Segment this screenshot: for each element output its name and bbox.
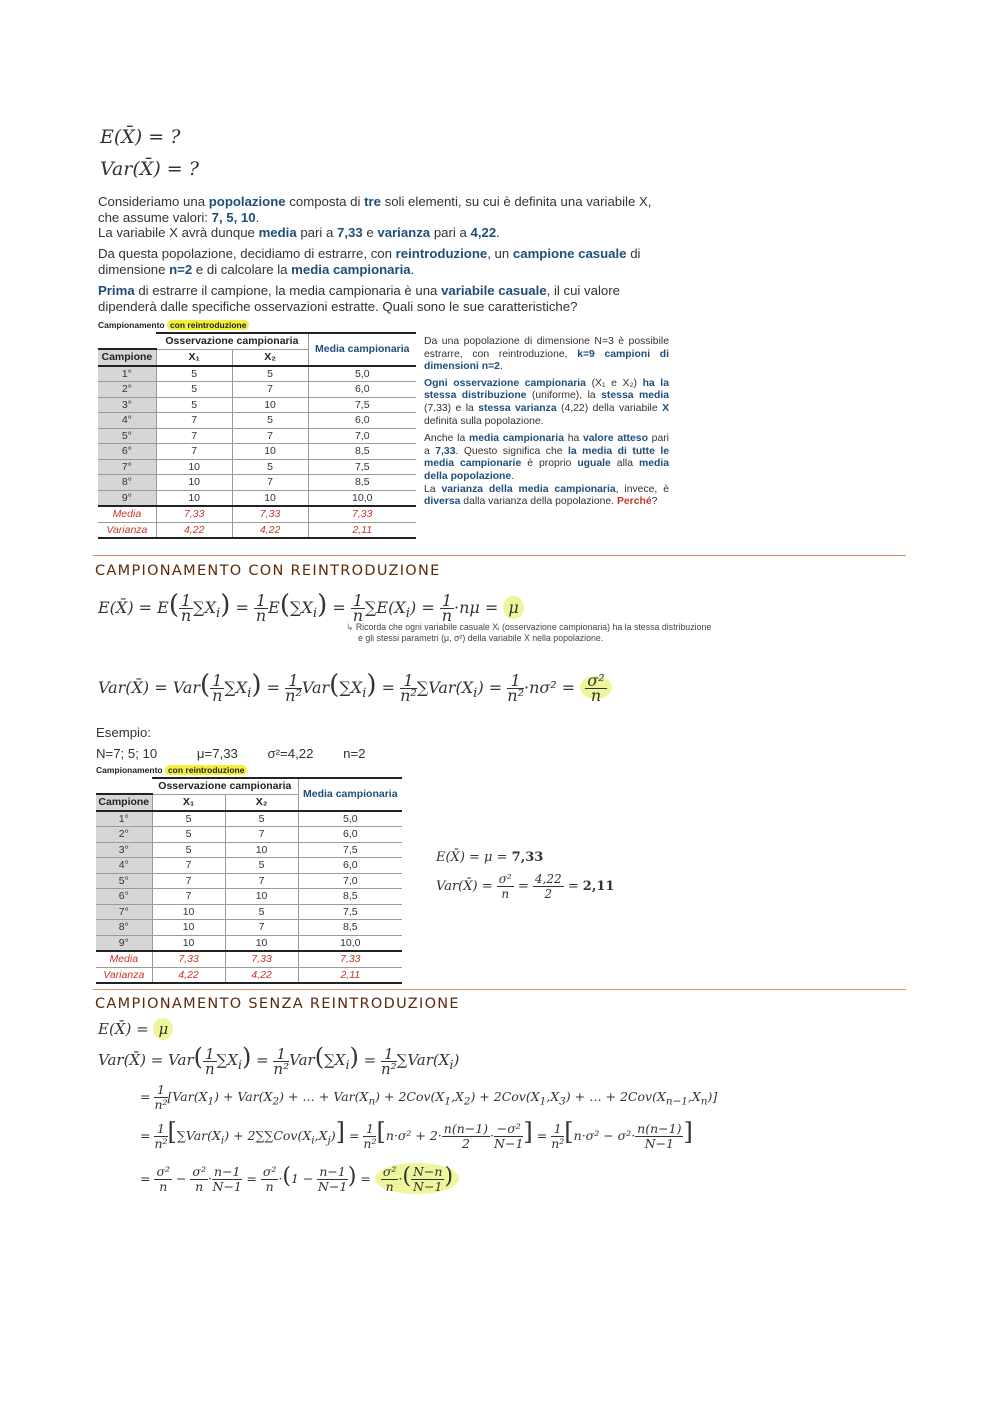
table-cell: 2,11 xyxy=(298,967,402,983)
table-cell: 10,0 xyxy=(298,935,402,951)
table-cell: 10 xyxy=(232,444,308,460)
row-label-cell: 2° xyxy=(98,382,156,398)
row-label-cell: Varianza xyxy=(96,967,152,983)
table-cell: 8,5 xyxy=(308,444,416,460)
table-cell: 10 xyxy=(156,475,232,491)
table-cell: 10,0 xyxy=(308,490,416,506)
table-cell: 5 xyxy=(232,459,308,475)
table-row xyxy=(98,522,416,538)
table-cell: 10 xyxy=(225,842,298,858)
table-cell: 10 xyxy=(152,904,225,920)
table-cell: 7 xyxy=(232,382,308,398)
table-row xyxy=(98,413,416,429)
table-cell: 6,0 xyxy=(308,382,416,398)
row-label-cell: 7° xyxy=(96,904,152,920)
variance-no-replacement-line1: Var(X̄) = Var( $\frac{1}{n}$ $\sum X_i$) = $\frac{1}{\text{n²}}$ $Var(\sum X_i)$ = $\frac{1}{\text{n²}}$ $\sum Var(X_i)$ xyxy=(98,1043,460,1078)
table-cell: 7,33 xyxy=(152,951,225,967)
table-cell: 5 xyxy=(225,858,298,874)
table-row xyxy=(96,858,402,874)
sampling-table-1: Osservazione campionaria Media campionaria Campione X₁ X₂ 1° 5 5 5,0 2° 5 7 6,0 3° 5 10 7,5 4° 7 5 6,0 5° 7 7 7,0 6° 7 10 8,5 7° 10 5 7,5 8° 10 7 8,5 9° 10 10 10,0 Media 7,33 7,33 7,33 Varianza 4,22 4,22 2,11 xyxy=(98,332,416,539)
expected-value-no-replacement: E(X̄) = μ xyxy=(98,1020,173,1038)
table-cell: 7 xyxy=(152,889,225,905)
table-cell: 5,0 xyxy=(298,811,402,827)
variance-no-replacement-line3: = $\frac{1}{\text{n²}}$ $[\sum Var(X_i) + 2\sum\sum Cov(X_i,X_j)]$ = $\frac{1}{\text{n²}}$ [n·σ² + 2· $\frac{n(n-1)}{2}$ · $\frac{\text{−σ²}}{N-1}$ ] = $\frac{1}{\text{n²}}$ [n·σ² − σ²· $\frac{n(n-1)}{N-1}$ ] xyxy=(140,1118,693,1151)
table-cell: 10 xyxy=(156,490,232,506)
row-label-cell: 6° xyxy=(98,444,156,460)
table-cell: 7 xyxy=(225,920,298,936)
table-row xyxy=(96,904,402,920)
table-cell: 4,22 xyxy=(232,522,308,538)
row-label-cell: Varianza xyxy=(98,522,156,538)
table-cell: 5 xyxy=(156,397,232,413)
table-row xyxy=(98,490,416,506)
table-cell: 10 xyxy=(232,490,308,506)
table-cell: 5 xyxy=(225,811,298,827)
intro-paragraph-1: Consideriamo una popolazione composta di tre soli elementi, su cui è definita una variabile X, che assume valori: 7, 5, 10. La variabile X avrà dunque media pari a 7,33 e varianza pari a 4,22. xyxy=(98,194,652,240)
table-row xyxy=(96,827,402,843)
row-label-cell: 8° xyxy=(96,920,152,936)
table-row xyxy=(96,935,402,951)
table-cell: 7,33 xyxy=(232,506,308,522)
table-row xyxy=(98,428,416,444)
table-cell: 8,5 xyxy=(298,889,402,905)
table-cell: 4,22 xyxy=(152,967,225,983)
expected-value-derivation: E(X̄) = E( $\frac{1}{n}$ $\sum X_i$) = $\frac{1}{n}$ $E(\sum X_i)$ = $\frac{1}{n}$ $\sum E(X_i)$ = $\frac{1}{n}$ ·nμ = μ xyxy=(98,590,524,623)
variance-no-replacement-line4: = $\frac{\text{σ²}}{n}$ − $\frac{\text{σ²}}{n}$ · $\frac{n-1}{N-1}$ = $\frac{\text{σ²}}{n}$ ·(1 − $\frac{n-1}{N-1}$ ) = $\frac{\text{σ²}}{n}$ ·( $\frac{N-n}{N-1}$ ) xyxy=(140,1164,459,1194)
table-cell: 7 xyxy=(232,428,308,444)
table-row xyxy=(96,873,402,889)
table-cell: 6,0 xyxy=(298,858,402,874)
table-caption-1: Campionamento con reintroduzione xyxy=(98,320,249,330)
row-label-cell: 3° xyxy=(96,842,152,858)
table-row xyxy=(98,366,416,382)
side-paragraph-1: Da una popolazione di dimensione N=3 è possibile estrarre, con reintroduzione, k=9 campioni di dimensioni n=2. xyxy=(424,336,669,373)
row-label-cell: 5° xyxy=(96,873,152,889)
side-paragraph-3: Anche la media campionaria ha valore atteso pari a 7,33. Questo significa che la media di tutte le media campionarie è proprio uguale alla media della popolazione. xyxy=(424,433,669,482)
sampling-table-2: Osservazione campionaria Media campionaria Campione X₁ X₂ 1° 5 5 5,0 2° 5 7 6,0 3° 5 10 7,5 4° 7 5 6,0 5° 7 7 7,0 6° 7 10 8,5 7° 10 5 7,5 8° 10 7 8,5 9° 10 10 10,0 Media 7,33 7,33 7,33 Varianza 4,22 4,22 2,11 xyxy=(96,777,402,984)
row-label-cell: 9° xyxy=(96,935,152,951)
row-label-cell: 4° xyxy=(98,413,156,429)
example-parameters: N=7; 5; 10 μ=7,33 σ²=4,22 n=2 xyxy=(96,746,366,761)
table-cell: 10 xyxy=(152,935,225,951)
table-row xyxy=(96,951,402,967)
table-cell: 7 xyxy=(152,858,225,874)
table-row xyxy=(98,397,416,413)
table-cell: 5 xyxy=(156,382,232,398)
table-cell: 7,5 xyxy=(308,397,416,413)
table-cell: 8,5 xyxy=(308,475,416,491)
table-cell: 7 xyxy=(225,873,298,889)
table-cell: 10 xyxy=(232,397,308,413)
table-cell: 7 xyxy=(152,873,225,889)
table-cell: 7 xyxy=(156,444,232,460)
table-cell: 7,0 xyxy=(308,428,416,444)
table-cell: 10 xyxy=(225,889,298,905)
table-cell: 10 xyxy=(152,920,225,936)
table-cell: 5 xyxy=(152,827,225,843)
table-cell: 6,0 xyxy=(298,827,402,843)
table-cell: 7,5 xyxy=(298,842,402,858)
table-cell: 5 xyxy=(152,842,225,858)
table-row xyxy=(98,506,416,522)
table-cell: 4,22 xyxy=(156,522,232,538)
intro-paragraph-3: Prima di estrarre il campione, la media campionaria è una variabile casuale, il cui valore dipenderà dalle specifiche osservazioni estratte. Quali sono le sue caratteristiche? xyxy=(98,283,620,314)
row-label-cell: 5° xyxy=(98,428,156,444)
divider-1 xyxy=(93,555,906,556)
reminder-note: ↳ Ricorda che ogni variabile casuale Xᵢ (osservazione campionaria) ha la stessa distribuzione e gli stessi parametri (μ, σ²) della variabile X nella popolazione. xyxy=(346,622,712,643)
example-expected-result: E(X̄) = μ = 7,33 xyxy=(436,850,544,865)
table-cell: 4,22 xyxy=(225,967,298,983)
table-row xyxy=(98,475,416,491)
table-row xyxy=(98,444,416,460)
table-cell: 7 xyxy=(156,428,232,444)
variance-derivation: Var(X̄) = Var( $\frac{1}{n}$ $\sum X_i$) = $\frac{1}{\text{n²}}$ $Var(\sum X_i)$ = $\frac{1}{\text{n²}}$ $\sum Var(X_i)$ = $\frac{1}{\text{n²}}$ ·nσ² = $\frac{\text{σ²}}{n}$ xyxy=(98,670,612,703)
table-cell: 8,5 xyxy=(298,920,402,936)
side-explanation xyxy=(424,336,669,509)
table-cell: 7,5 xyxy=(308,459,416,475)
table-row xyxy=(96,842,402,858)
table-cell: 7 xyxy=(232,475,308,491)
table-cell: 5 xyxy=(232,366,308,382)
table-row xyxy=(98,382,416,398)
table-cell: 7,33 xyxy=(298,951,402,967)
row-label-cell: 6° xyxy=(96,889,152,905)
table-cell: 5 xyxy=(232,413,308,429)
table-row xyxy=(96,967,402,983)
table-cell: 7,33 xyxy=(156,506,232,522)
table-cell: 5 xyxy=(152,811,225,827)
intro-paragraph-2: Da questa popolazione, decidiamo di estrarre, con reintroduzione, un campione casuale di dimensione n=2 e di calcolare la media campionaria. xyxy=(98,246,641,277)
table-cell: 5 xyxy=(156,366,232,382)
row-label-cell: 3° xyxy=(98,397,156,413)
table-cell: 7,0 xyxy=(298,873,402,889)
section-title-without-replacement: CAMPIONAMENTO SENZA REINTRODUZIONE xyxy=(95,996,460,1012)
table-cell: 7,5 xyxy=(298,904,402,920)
example-label: Esempio: xyxy=(96,725,151,740)
table-caption-2: Campionamento con reintroduzione xyxy=(96,765,247,775)
side-paragraph-4: La varianza della media campionaria, invece, è diversa dalla varianza della popolazione. Perché? xyxy=(424,483,669,508)
table-cell: 10 xyxy=(156,459,232,475)
row-label-cell: 2° xyxy=(96,827,152,843)
section-title-with-replacement: CAMPIONAMENTO CON REINTRODUZIONE xyxy=(95,563,441,579)
divider-2 xyxy=(93,989,906,990)
row-label-cell: 7° xyxy=(98,459,156,475)
example-variance-result: Var(X̄) = $\frac{\text{σ²}}{n}$ = $\frac{4,22}{2}$ = 2,11 xyxy=(436,872,615,901)
row-label-cell: 1° xyxy=(98,366,156,382)
table-cell: 7 xyxy=(225,827,298,843)
table-row xyxy=(98,459,416,475)
table-cell: 10 xyxy=(225,935,298,951)
table-cell: 7,33 xyxy=(308,506,416,522)
table-cell: 5 xyxy=(225,904,298,920)
table-cell: 6,0 xyxy=(308,413,416,429)
table-cell: 2,11 xyxy=(308,522,416,538)
table-cell: 7 xyxy=(156,413,232,429)
expected-value-question: E(X̄) = ? xyxy=(100,126,181,148)
table-row xyxy=(96,889,402,905)
variance-question: Var(X̄) = ? xyxy=(100,158,199,180)
table-cell: 7,33 xyxy=(225,951,298,967)
row-label-cell: 9° xyxy=(98,490,156,506)
table-row xyxy=(96,920,402,936)
side-paragraph-2: Ogni osservazione campionaria (X₁ e X₂) ha la stessa distribuzione (uniforme), la stessa media (7,33) e la stessa varianza (4,22) della variabile X definita sulla popolazione. xyxy=(424,377,669,427)
row-label-cell: 1° xyxy=(96,811,152,827)
table-cell: 5,0 xyxy=(308,366,416,382)
variance-no-replacement-line2: = $\frac{1}{\text{n²}}$ [$Var(X_1) + Var(X_2)$ + … + $Var(X_n) + 2Cov(X_1,X_2) + 2Cov(X_1,X_3)$ + … + $2Cov(X_{n-1},X_n)$] xyxy=(140,1082,718,1112)
row-label-cell: 4° xyxy=(96,858,152,874)
table-row xyxy=(96,811,402,827)
row-label-cell: Media xyxy=(98,506,156,522)
row-label-cell: 8° xyxy=(98,475,156,491)
row-label-cell: Media xyxy=(96,951,152,967)
